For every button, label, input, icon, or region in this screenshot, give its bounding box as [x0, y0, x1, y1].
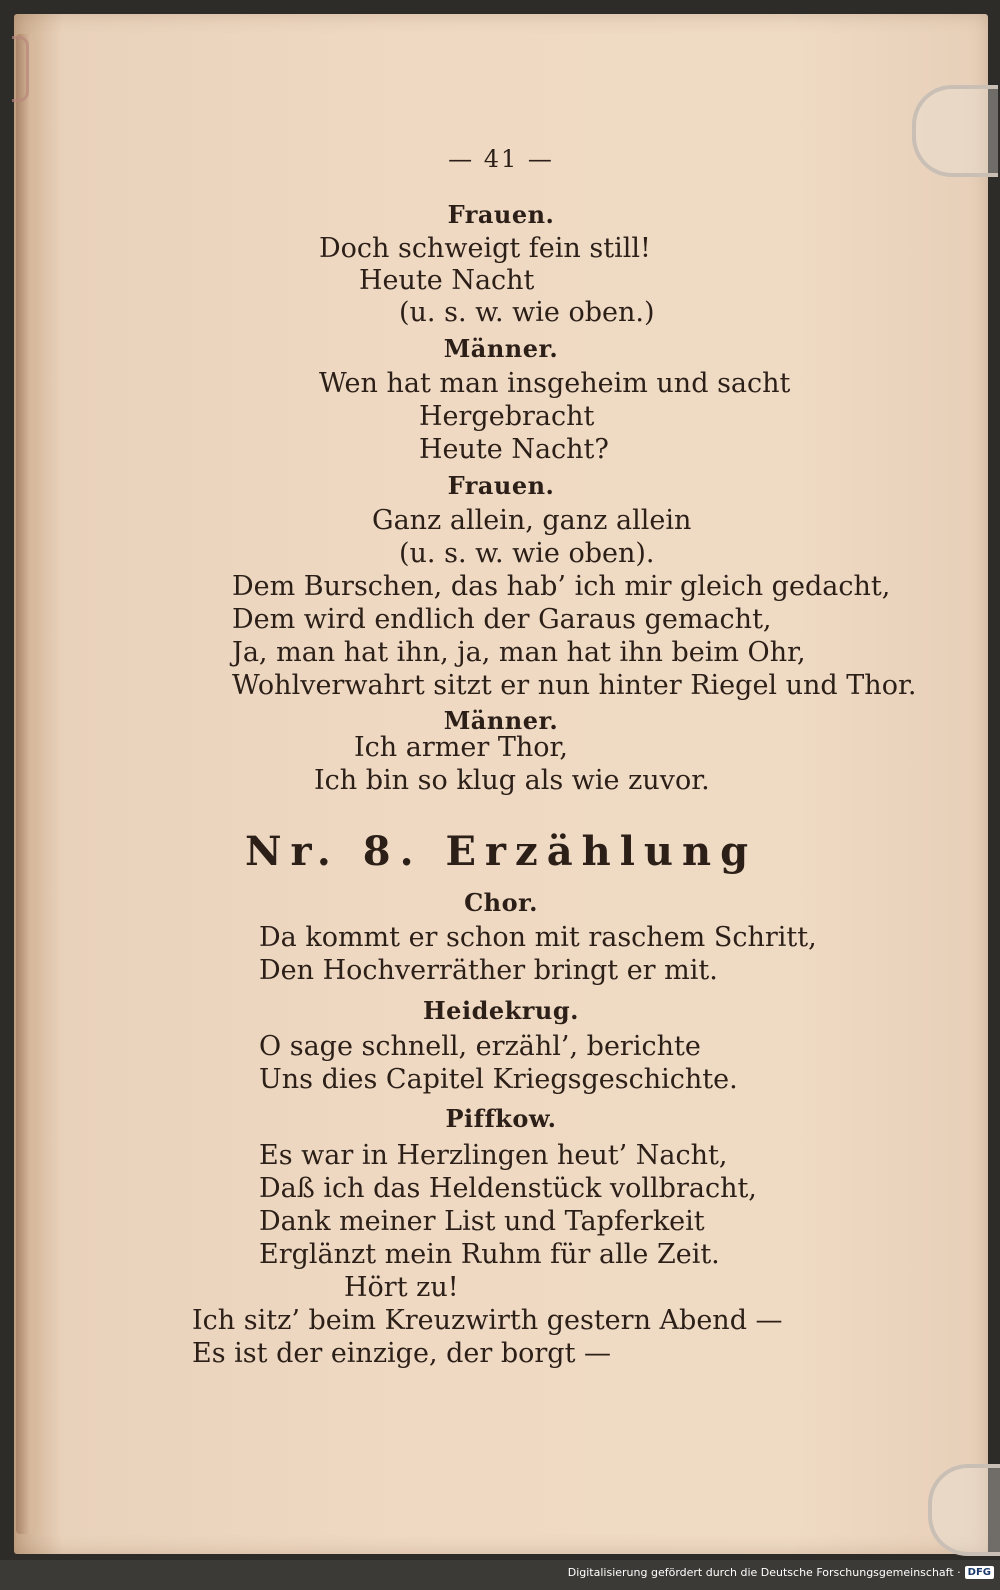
text-line: Hört zu! [344, 1272, 459, 1303]
text-line: Heute Nacht? [419, 434, 609, 465]
text-line: Erglänzt mein Ruhm für alle Zeit. [259, 1239, 720, 1270]
text-line: Dem wird endlich der Garaus gemacht, [232, 604, 772, 635]
text-line: Ganz allein, ganz allein [372, 505, 692, 536]
text-line: Den Hochverräther bringt er mit. [259, 955, 718, 986]
speaker-label: Frauen. [447, 471, 555, 500]
speaker-label: Heidekrug. [423, 996, 579, 1025]
text-line: O sage schnell, erzähl’, berichte [259, 1031, 701, 1062]
text-line: Wen hat man insgeheim und sacht [319, 368, 791, 399]
digitization-credit [568, 1566, 994, 1579]
text-line: Doch schweigt fein still! [319, 233, 651, 264]
text-line: (u. s. w. wie oben.) [399, 297, 655, 328]
text-line: Hergebracht [419, 401, 595, 432]
page-number: — 41 — [448, 145, 554, 173]
speaker-label: Männer. [443, 334, 559, 363]
text-line: Es ist der einzige, der borgt — [192, 1338, 612, 1369]
credit-text: Digitalisierung gefördert durch die Deutsche Forschungsgemeinschaft · [567, 1566, 961, 1579]
text-line: Ja, man hat ihn, ja, man hat ihn beim Ohr, [232, 637, 806, 668]
text-line: Heute Nacht [359, 265, 535, 296]
text-line: (u. s. w. wie oben). [399, 538, 655, 569]
text-line: Wohlverwahrt sitzt er nun hinter Riegel und Thor. [232, 670, 917, 701]
text-line: Uns dies Capitel Kriegsgeschichte. [259, 1064, 738, 1095]
book-page [14, 14, 988, 1554]
text-line: Ich armer Thor, [354, 732, 569, 763]
speaker-label: Piffkow. [445, 1104, 557, 1133]
text-line: Daß ich das Heldenstück vollbracht, [259, 1173, 757, 1204]
text-line: Es war in Herzlingen heut’ Nacht, [259, 1140, 728, 1171]
text-line: Da kommt er schon mit raschem Schritt, [259, 922, 817, 953]
speaker-label: Chor. [464, 888, 538, 917]
speaker-label: Männer. [443, 706, 559, 735]
dfg-logo: DFG [965, 1566, 994, 1579]
text-line: Ich bin so klug als wie zuvor. [314, 765, 710, 796]
text-line: Dank meiner List und Tapferkeit [259, 1206, 705, 1237]
text-line: Ich sitz’ beim Kreuzwirth gestern Abend — [192, 1305, 783, 1336]
text-line: Dem Burschen, das hab’ ich mir gleich gedacht, [232, 571, 891, 602]
section-heading: Nr. 8. Erzählung [244, 828, 758, 875]
speaker-label: Frauen. [447, 200, 555, 229]
page-text [14, 14, 988, 1554]
